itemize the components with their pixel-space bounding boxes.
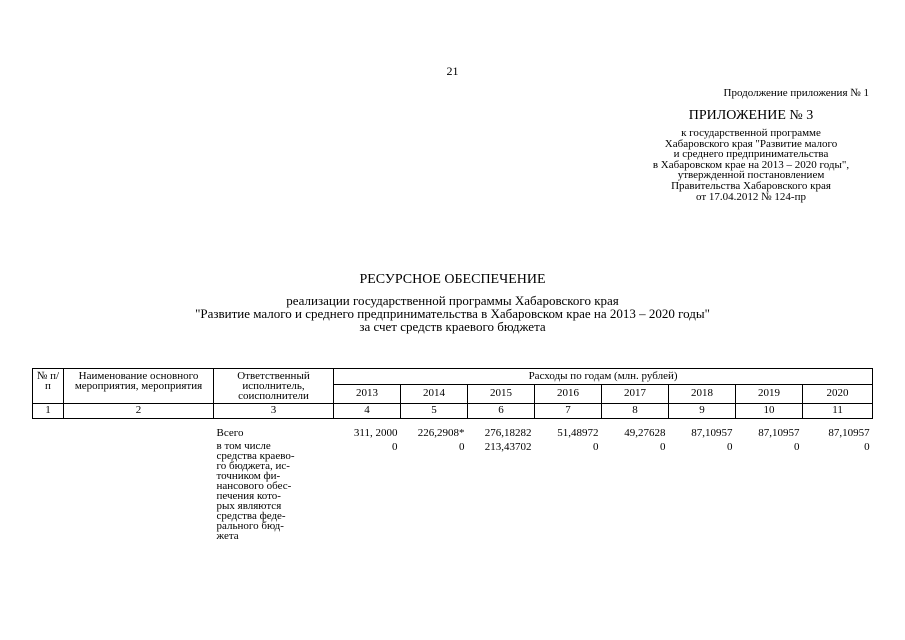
column-number: 5 [401, 404, 468, 419]
header-num: № п/п [33, 369, 64, 404]
value-cell: 0 [593, 441, 599, 453]
column-number: 3 [214, 404, 334, 419]
appendix-line: Правительства Хабаровского края [671, 179, 831, 192]
year-header: 2014 [401, 385, 468, 404]
continuation-note: Продолжение приложения № 1 [723, 87, 869, 99]
value-cell: 311, 2000 [353, 427, 398, 439]
year-header: 2013 [334, 385, 401, 404]
value-cell: 87,10957 [828, 427, 870, 439]
column-number: 9 [669, 404, 736, 419]
year-header: 2017 [602, 385, 669, 404]
appendix-line: в Хабаровском крае на 2013 – 2020 годы", [652, 158, 850, 171]
row-label-line: жета [216, 530, 239, 542]
value-cell: 0 [727, 441, 733, 453]
row-label-line: нансового обес- [216, 480, 292, 492]
resource-table [32, 368, 873, 541]
row-label-line: печения кото- [216, 490, 281, 502]
value-cell: 0 [660, 441, 666, 453]
value-cell: 87,10957 [758, 427, 800, 439]
column-number: 2 [64, 404, 214, 419]
value-cell: 0 [794, 441, 800, 453]
year-header: 2018 [669, 385, 736, 404]
row-label-line: в том числе [216, 440, 271, 452]
value-cell: 51,48972 [557, 427, 599, 439]
value-cell: 0 [864, 441, 870, 453]
row-label [214, 439, 334, 541]
row-label-line: точником фи- [216, 470, 281, 482]
appendix-approval: от 17.04.2012 № 124-пр [696, 191, 806, 203]
column-number: 11 [803, 404, 873, 419]
table-row [33, 419, 873, 440]
column-number: 10 [736, 404, 803, 419]
row-label: Всего [216, 427, 244, 439]
column-number: 1 [33, 404, 64, 419]
value-cell: 49,27628 [624, 427, 666, 439]
header-executor: Ответственный исполнитель, соисполнители [214, 369, 334, 404]
row-label-line: средства феде- [216, 510, 286, 522]
value-cell: 0 [392, 441, 398, 453]
subtitle-line: реализации государственной программы Хабаровского края [286, 293, 619, 308]
document-subtitle [0, 294, 905, 333]
value-cell: 213,43702 [484, 441, 532, 453]
subtitle-line: "Развитие малого и среднего предпринимательства в Хабаровском крае на 2013 – 2020 годы" [195, 306, 710, 321]
row-label-line: го бюджета, ис- [216, 460, 290, 472]
year-header: 2015 [468, 385, 535, 404]
value-cell: 226,2908* [417, 427, 465, 439]
column-number: 7 [535, 404, 602, 419]
appendix-line: к государственной программе [681, 127, 821, 139]
header-expenses: Расходы по годам (млн. рублей) [334, 369, 873, 385]
document-title: РЕСУРСНОЕ ОБЕСПЕЧЕНИЕ [359, 272, 546, 287]
subtitle-line: за счет средств краевого бюджета [359, 319, 546, 334]
value-cell: 0 [459, 441, 465, 453]
page-number: 21 [446, 64, 459, 78]
appendix-block [600, 108, 902, 204]
year-header: 2016 [535, 385, 602, 404]
value-cell: 276,18282 [484, 427, 532, 439]
table-row [33, 439, 873, 541]
year-header: 2020 [803, 385, 873, 404]
column-number-row [33, 404, 873, 419]
column-number: 6 [468, 404, 535, 419]
column-number: 8 [602, 404, 669, 419]
header-name: Наименование основного мероприятия, мероприятия [64, 369, 214, 404]
appendix-line: и среднего предпринимательства [673, 148, 829, 160]
appendix-title: ПРИЛОЖЕНИЕ № 3 [688, 108, 814, 123]
appendix-line: Хабаровского края "Развитие малого [664, 137, 838, 150]
row-label-line: рых являются [216, 500, 282, 512]
row-label-line: рального бюд- [216, 520, 284, 532]
column-number: 4 [334, 404, 401, 419]
year-header: 2019 [736, 385, 803, 404]
appendix-line: утвержденной постановлением [677, 169, 825, 181]
row-label-line: средства краево- [216, 450, 295, 462]
value-cell: 87,10957 [691, 427, 733, 439]
